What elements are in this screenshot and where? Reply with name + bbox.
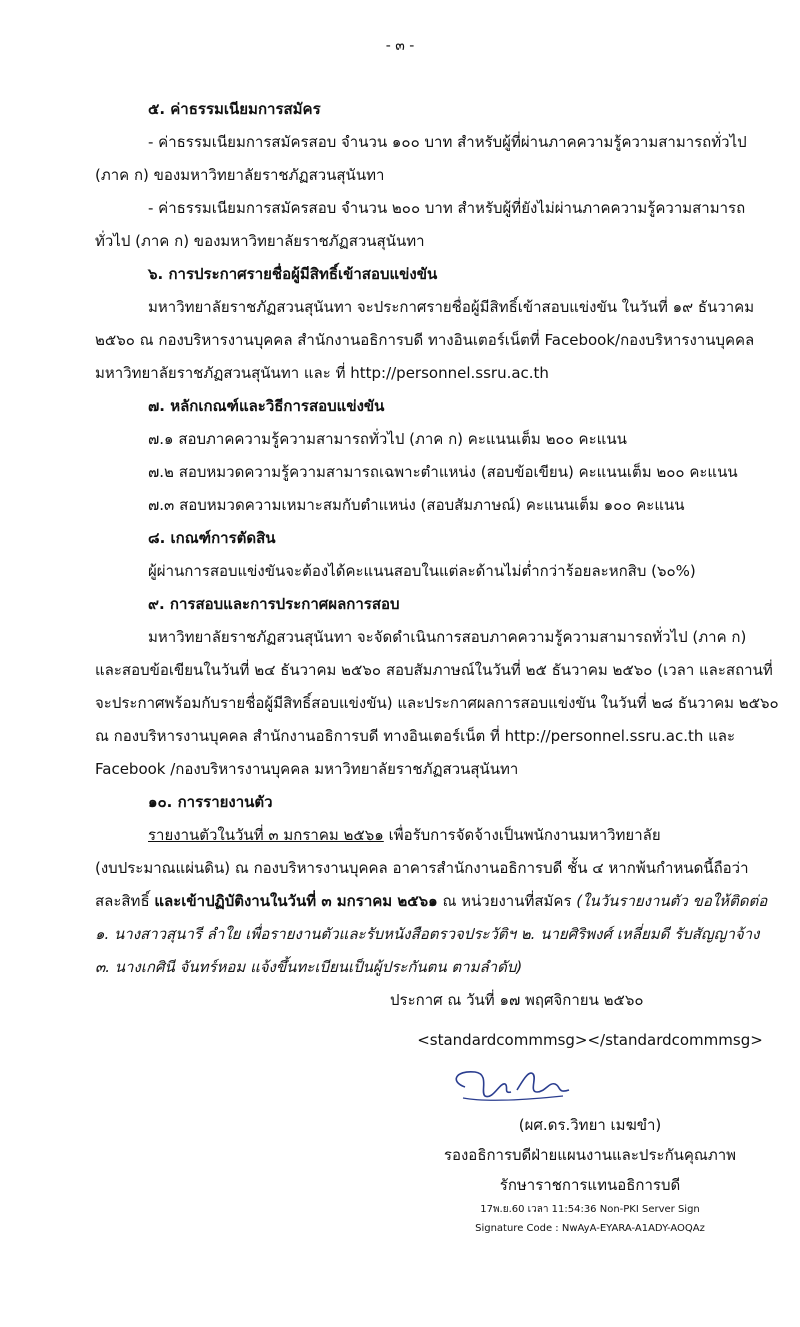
section-6-line-2: ๒๕๖๐ ณ กองบริหารงานบุคคล สำนักงานอธิการบดี ทางอินเตอร์เน็ตที่ Facebook/กองบริหารงานบุคคล (95, 331, 755, 349)
page-number: - ๓ - (385, 38, 415, 54)
section-9-line-5: Facebook /กองบริหารงานบุคคล มหาวิทยาลัยราชภัฏสวนสุนันทา (95, 760, 519, 778)
section-5-fee-line-2: (ภาค ก) ของมหาวิทยาลัยราชภัฏสวนสุนันทา (95, 166, 385, 184)
section-10-line-4: ๑. นางสาวสุนารี ลำใย เพื่อรายงานตัวและรับหนังสือตรวจประวัติฯ ๒. นายศิริพงศ์ เหลี่ยมดี รับสัญญาจ้าง (95, 925, 760, 943)
section-9-line-4: ณ กองบริหารงานบุคคล สำนักงานอธิการบดี ทางอินเตอร์เน็ต ที่ http://personnel.ssru.ac.th และ (95, 727, 736, 745)
section-7-item-3: ๗.๓ สอบหมวดความเหมาะสมกับตำแหน่ง (สอบสัมภาษณ์) คะแนนเต็ม ๑๐๐ คะแนน (148, 496, 685, 514)
section-9-line-3: จะประกาศพร้อมกับรายชื่อผู้มีสิทธิ์สอบแข่งขัน) และประกาศผลการสอบแข่งขัน ในวันที่ ๒๘ ธันวาคม ๒๕๖๐ (95, 694, 779, 712)
at-unit-text: ณ หน่วยงานที่สมัคร (437, 892, 577, 910)
forfeit-text: สละสิทธิ์ (95, 892, 155, 910)
start-work-date-bold: และเข้าปฏิบัติงานในวันที่ ๓ มกราคม ๒๕๖๑ (154, 892, 438, 910)
contact-note-italic: (ในวันรายงานตัว ขอให้ติดต่อ (576, 892, 768, 910)
section-8-heading: ๘. เกณฑ์การตัดสิน (148, 529, 276, 547)
section-5-fee-line-1: - ค่าธรรมเนียมการสมัครสอบ จำนวน ๑๐๐ บาท สำหรับผู้ที่ผ่านภาคความรู้ความสามารถทั่วไป (148, 133, 747, 151)
section-10-line-1 (148, 825, 661, 845)
signer-name: (ผศ.ดร.วิทยา เมฆขำ) (518, 1116, 662, 1134)
section-6-line-3: มหาวิทยาลัยราชภัฏสวนสุนันทา และ ที่ http://personnel.ssru.ac.th (95, 364, 549, 382)
section-9-heading: ๙. การสอบและการประกาศผลการสอบ (148, 595, 400, 613)
section-10-line-3 (95, 891, 767, 911)
sign-timestamp: 17พ.ย.60 เวลา 11:54:36 Non-PKI Server Sign (480, 1204, 700, 1215)
section-10-line-2: (งบประมาณแผ่นดิน) ณ กองบริหารงานบุคคล อาคารสำนักงานอธิการบดี ชั้น ๔ หากพ้นกำหนดนี้ถือว่า (95, 859, 749, 877)
section-7-item-1: ๗.๑ สอบภาคความรู้ความสามารถทั่วไป (ภาค ก) คะแนนเต็ม ๒๐๐ คะแนน (148, 430, 627, 448)
standard-comm-placeholder: <standardcommmsg></standardcommmsg> (417, 1031, 763, 1049)
section-9-line-2: และสอบข้อเขียนในวันที่ ๒๔ ธันวาคม ๒๕๖๐ สอบสัมภาษณ์ในวันที่ ๒๕ ธันวาคม ๒๕๖๐ (เวลา และสถานที่ (95, 661, 773, 679)
section-6-line-1: มหาวิทยาลัยราชภัฏสวนสุนันทา จะประกาศรายชื่อผู้มีสิทธิ์เข้าสอบแข่งขัน ในวันที่ ๑๙ ธันวาคม (148, 298, 755, 316)
section-9-line-1: มหาวิทยาลัยราชภัฏสวนสุนันทา จะจัดดำเนินการสอบภาคความรู้ความสามารถทั่วไป (ภาค ก) (148, 628, 747, 646)
signature-image (445, 1062, 585, 1107)
signature-code: Signature Code : NwAyA-EYARA-A1ADY-AOQAz (475, 1223, 705, 1234)
report-date-underlined: รายงานตัวในวันที่ ๓ มกราคม ๒๕๖๑ (148, 826, 384, 844)
section-7-item-2: ๗.๒ สอบหมวดความรู้ความสามารถเฉพาะตำแหน่ง (สอบข้อเขียน) คะแนนเต็ม ๒๐๐ คะแนน (148, 463, 738, 481)
acting-title: รักษาราชการแทนอธิการบดี (499, 1176, 681, 1194)
section-7-heading: ๗. หลักเกณฑ์และวิธีการสอบแข่งขัน (148, 397, 385, 415)
section-10-heading: ๑๐. การรายงานตัว (148, 793, 273, 811)
signer-title: รองอธิการบดีฝ่ายแผนงานและประกันคุณภาพ (443, 1146, 737, 1164)
section-6-heading: ๖. การประกาศรายชื่อผู้มีสิทธิ์เข้าสอบแข่งขัน (148, 265, 438, 283)
section-10-line-5: ๓. นางเกศินี จันทร์หอม แจ้งขึ้นทะเบียนเป็นผู้ประกันตน ตามลำดับ) (95, 958, 523, 976)
section-5-fee-line-4: ทั่วไป (ภาค ก) ของมหาวิทยาลัยราชภัฏสวนสุนันทา (95, 232, 425, 250)
section-8-line-1: ผู้ผ่านการสอบแข่งขันจะต้องได้คะแนนสอบในแต่ละด้านไม่ต่ำกว่าร้อยละหกสิบ (๖๐%) (148, 562, 696, 580)
report-date-rest: เพื่อรับการจัดจ้างเป็นพนักงานมหาวิทยาลัย (383, 826, 661, 844)
announcement-date: ประกาศ ณ วันที่ ๑๗ พฤศจิกายน ๒๕๖๐ (390, 991, 644, 1009)
section-5-fee-line-3: - ค่าธรรมเนียมการสมัครสอบ จำนวน ๒๐๐ บาท สำหรับผู้ที่ยังไม่ผ่านภาคความรู้ความสามารถ (148, 199, 746, 217)
section-5-heading: ๕. ค่าธรรมเนียมการสมัคร (148, 100, 321, 118)
